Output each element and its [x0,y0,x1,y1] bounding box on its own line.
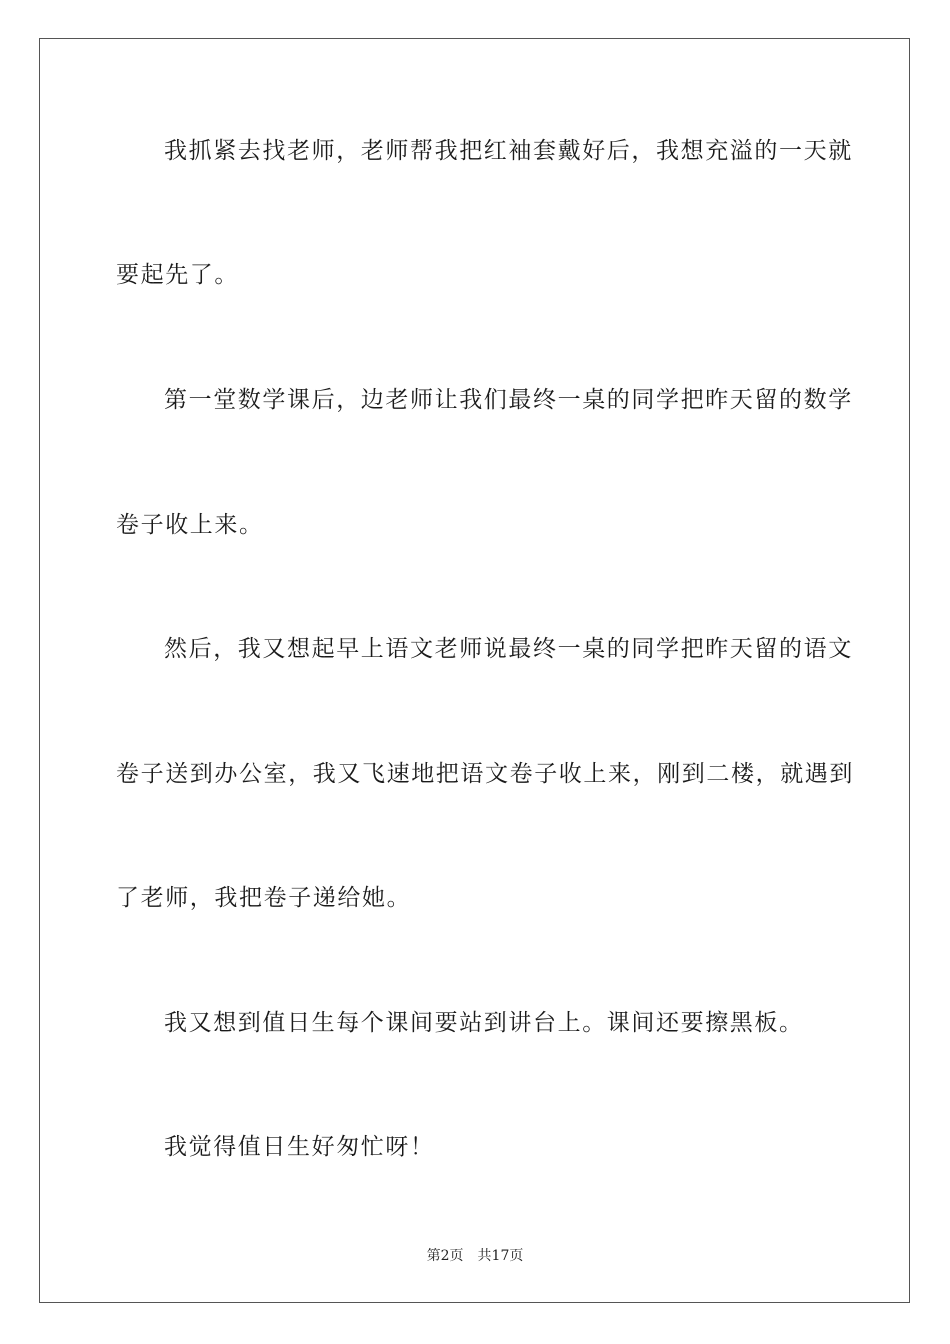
paragraph-4-line-1: 我又想到值日生每个课间要站到讲台上。课间还要擦黑板。 [164,1010,804,1036]
paragraph-1-line-1: 我抓紧去找老师，老师帮我把红袖套戴好后，我想充溢的一天就 [164,138,853,164]
paragraph-3-line-3: 了老师，我把卷子递给她。 [116,885,412,911]
paragraph-2-line-1: 第一堂数学课后，边老师让我们最终一桌的同学把昨天留的数学 [164,387,853,413]
paragraph-5-line-1: 我觉得值日生好匆忙呀！ [164,1134,435,1160]
page-footer [0,1247,950,1265]
page-number: 第2页 [426,1248,464,1264]
paragraph-3-line-2: 卷子送到办公室，我又飞速地把语文卷子收上来，刚到二楼，就遇到 [116,761,854,787]
paragraph-2-line-2: 卷子收上来。 [116,512,264,538]
page-frame [39,38,910,1303]
paragraph-3-line-1: 然后，我又想起早上语文老师说最终一桌的同学把昨天留的语文 [164,636,853,662]
paragraph-1-line-2: 要起先了。 [116,262,239,288]
page-total: 共17页 [477,1248,524,1264]
